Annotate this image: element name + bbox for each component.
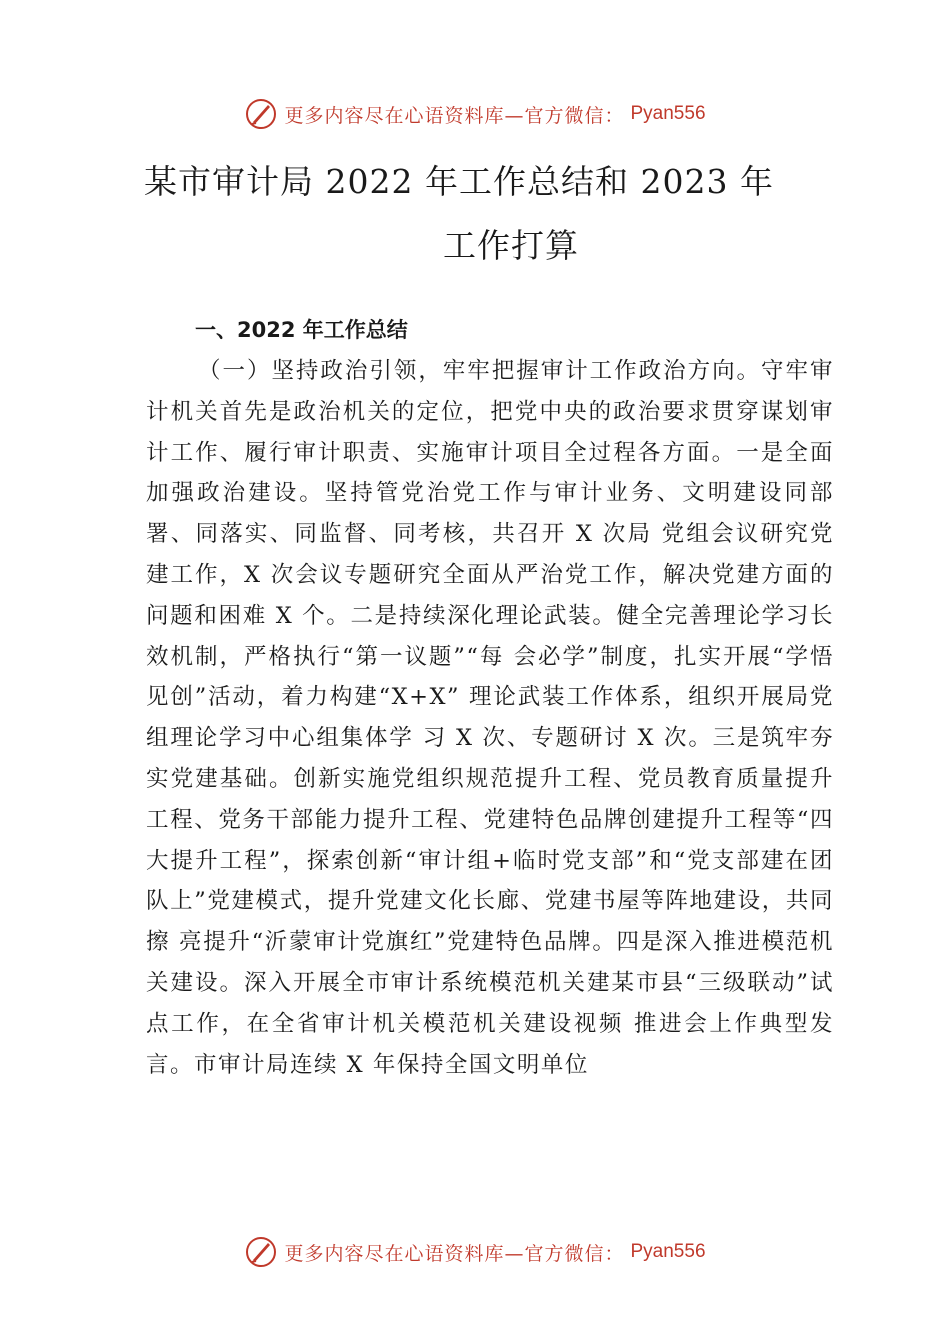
footer-watermark: [0, 1234, 950, 1270]
watermark-wechat-id: Pyan556: [630, 1241, 706, 1262]
header-watermark: [0, 96, 950, 132]
quill-seal-icon: [244, 97, 278, 131]
section-heading: 一、2022 年工作总结: [195, 318, 408, 342]
document-title-line-2: 工作打算: [443, 226, 579, 265]
body-paragraph: （一）坚持政治引领，牢牢把握审计工作政治方向。守牢审计机关首先是政治机关的定位，把党中央的政治要求贯穿谋划审计工作、履行审计职责、实施审计项目全过程各方面。一是全面加强政治建设。坚持管党治党工作与审计业务、文明建设同部署、同落实、同监督、同考核，共召开 X 次局 党组会议研究党建工作，X 次会议专题研究全面从严治党工作，解决党建方面的问题和困难 X 个。二是持续深化理论武装。健全完善理论学习长效机制，严格执行“第一议题”“每 会必学”制度，扎实开展“学悟见创”活动，着力构建“X+X” 理论武装工作体系，组织开展局党组理论学习中心组集体学 习 X 次、专题研讨 X 次。三是筑牢夯实党建基础。创新实施党组织规范提升工程、党员教育质量提升工程、党务干部能力提升工程、党建特色品牌创建提升工程等“四大提升工程”，探索创新“审计组+临时党支部”和“党支部建在团队上”党建模式，提升党建文化长廊、党建书屋等阵地建设，共同擦 亮提升“沂蒙审计党旗红”党建特色品牌。四是深入推进模范机关建设。深入开展全市审计系统模范机关建某市县“三级联动”试点工作，在全省审计机关模范机关建设视频 推进会上作典型发言。市审计局连续 X 年保持全国文明单位: [146, 358, 834, 1078]
quill-seal-icon: [244, 1235, 278, 1269]
watermark-text: 更多内容尽在心语资料库—官方微信：: [284, 104, 625, 127]
document-title-line-1: 某市审计局 2022 年工作总结和 2023 年: [144, 162, 774, 201]
watermark-text: 更多内容尽在心语资料库—官方微信：: [284, 1242, 625, 1265]
watermark-wechat-id: Pyan556: [630, 103, 706, 124]
